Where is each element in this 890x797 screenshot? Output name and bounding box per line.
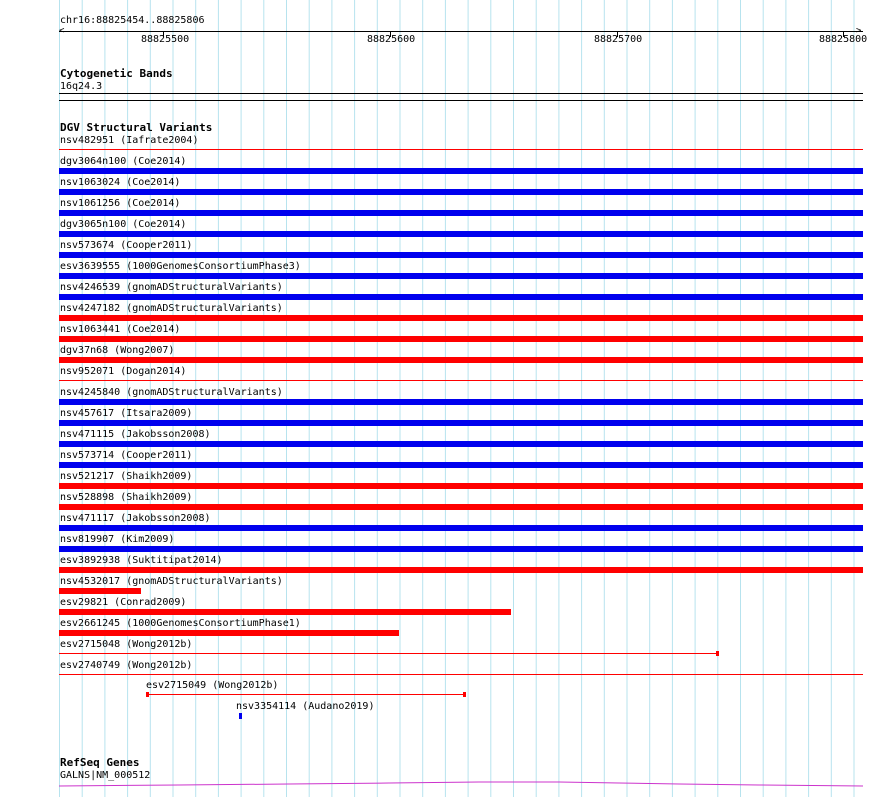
cytoband-track-title: Cytogenetic Bands xyxy=(60,67,173,80)
variant-bar[interactable] xyxy=(59,380,863,381)
variant-bar[interactable] xyxy=(59,189,863,195)
variant-bar[interactable] xyxy=(59,315,863,321)
variant-label[interactable]: dgv3064n100 (Coe2014) xyxy=(60,156,187,167)
variant-end-marker[interactable] xyxy=(716,651,719,656)
variant-bar[interactable] xyxy=(59,168,863,174)
refseq-track-title: RefSeq Genes xyxy=(60,756,140,769)
variant-label[interactable]: esv2715048 (Wong2012b) xyxy=(60,639,193,650)
variant-label[interactable]: nsv573714 (Cooper2011) xyxy=(60,450,193,461)
variant-label[interactable]: nsv528898 (Shaikh2009) xyxy=(60,492,193,503)
ruler-axis xyxy=(59,31,863,32)
cytoband-band[interactable] xyxy=(59,93,863,94)
variant-label[interactable]: nsv471115 (Jakobsson2008) xyxy=(60,429,211,440)
variant-bar[interactable] xyxy=(59,357,863,363)
variant-bar[interactable] xyxy=(59,674,863,675)
variant-bar[interactable] xyxy=(59,294,863,300)
variant-bar[interactable] xyxy=(59,336,863,342)
ruler-tick-label: 88825600 xyxy=(367,34,416,45)
variant-bar[interactable] xyxy=(59,149,863,150)
variant-label[interactable]: dgv3065n100 (Coe2014) xyxy=(60,219,187,230)
left-arrow-icon: < xyxy=(59,26,65,36)
variant-label[interactable]: nsv4247182 (gnomADStructuralVariants) xyxy=(60,303,283,314)
variant-label[interactable]: esv3892938 (Suktitipat2014) xyxy=(60,555,223,566)
variant-label[interactable]: nsv819907 (Kim2009) xyxy=(60,534,175,545)
variant-bar[interactable] xyxy=(59,483,863,489)
variant-bar[interactable] xyxy=(59,525,863,531)
variant-label[interactable]: esv29821 (Conrad2009) xyxy=(60,597,187,608)
region-label: chr16:88825454..88825806 xyxy=(60,15,205,26)
ruler-tick-label: 88825700 xyxy=(594,34,643,45)
variant-bar[interactable] xyxy=(59,420,863,426)
variant-bar[interactable] xyxy=(59,273,863,279)
variant-bar[interactable] xyxy=(59,609,511,615)
variant-label[interactable]: nsv3354114 (Audano2019) xyxy=(236,701,375,712)
variant-label[interactable]: esv2661245 (1000GenomesConsortiumPhase1) xyxy=(60,618,301,629)
variant-bar[interactable] xyxy=(239,713,242,719)
variant-end-marker[interactable] xyxy=(463,692,466,697)
dgv-track-title: DGV Structural Variants xyxy=(60,121,213,134)
variant-bar[interactable] xyxy=(59,630,399,636)
variant-label[interactable]: esv2740749 (Wong2012b) xyxy=(60,660,193,671)
ruler-tick-label: 88825800 xyxy=(819,34,868,45)
variant-start-marker[interactable] xyxy=(146,692,149,697)
variant-bar[interactable] xyxy=(59,504,863,510)
right-arrow-icon: > xyxy=(856,26,862,36)
variant-label[interactable]: nsv573674 (Cooper2011) xyxy=(60,240,193,251)
variant-bar[interactable] xyxy=(59,653,719,654)
variant-bar[interactable] xyxy=(59,231,863,237)
refseq-gene-model[interactable] xyxy=(59,780,863,790)
variant-label[interactable]: nsv1063024 (Coe2014) xyxy=(60,177,181,188)
variant-bar[interactable] xyxy=(59,399,863,405)
variant-label[interactable]: dgv37n68 (Wong2007) xyxy=(60,345,175,356)
variant-label[interactable]: esv2715049 (Wong2012b) xyxy=(146,680,279,691)
variant-bar[interactable] xyxy=(59,252,863,258)
variant-label[interactable]: nsv1063441 (Coe2014) xyxy=(60,324,181,335)
variant-bar[interactable] xyxy=(59,210,863,216)
variant-label[interactable]: nsv457617 (Itsara2009) xyxy=(60,408,193,419)
variant-bar[interactable] xyxy=(59,588,141,594)
variant-label[interactable]: nsv4245840 (gnomADStructuralVariants) xyxy=(60,387,283,398)
variant-bar[interactable] xyxy=(146,694,466,695)
cytoband-label: 16q24.3 xyxy=(60,81,103,92)
ruler-tick-label: 88825500 xyxy=(141,34,190,45)
variant-label[interactable]: esv3639555 (1000GenomesConsortiumPhase3) xyxy=(60,261,301,272)
track-divider xyxy=(59,100,863,101)
variant-bar[interactable] xyxy=(59,567,863,573)
variant-bar[interactable] xyxy=(59,441,863,447)
variant-label[interactable]: nsv482951 (Iafrate2004) xyxy=(60,135,199,146)
variant-bar[interactable] xyxy=(59,546,863,552)
variant-label[interactable]: nsv4246539 (gnomADStructuralVariants) xyxy=(60,282,283,293)
variant-label[interactable]: nsv1061256 (Coe2014) xyxy=(60,198,181,209)
variant-label[interactable]: nsv521217 (Shaikh2009) xyxy=(60,471,193,482)
variant-label[interactable]: nsv4532017 (gnomADStructuralVariants) xyxy=(60,576,283,587)
refseq-gene-label: GALNS|NM_000512 xyxy=(60,770,151,781)
variant-label[interactable]: nsv471117 (Jakobsson2008) xyxy=(60,513,211,524)
variant-label[interactable]: nsv952071 (Dogan2014) xyxy=(60,366,187,377)
variant-bar[interactable] xyxy=(59,462,863,468)
